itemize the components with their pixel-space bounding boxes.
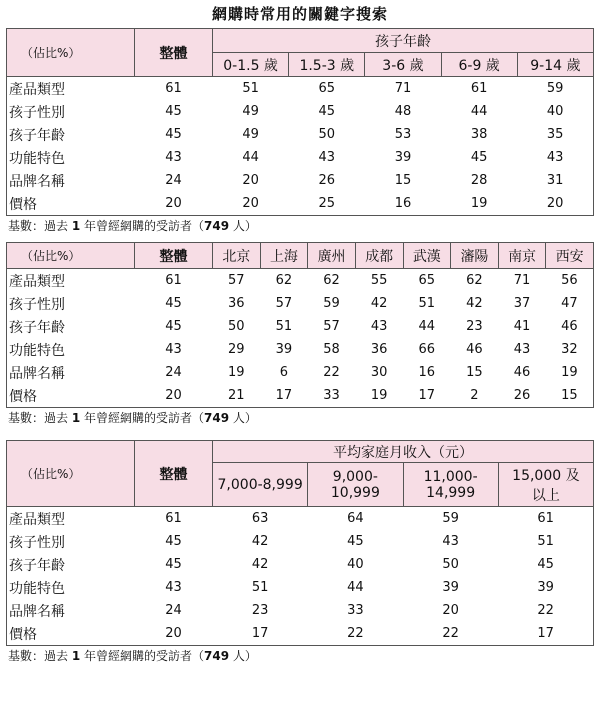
total-value: 61	[165, 511, 182, 526]
cell-value: 22	[403, 622, 498, 646]
cell-value: 45	[498, 553, 593, 576]
cell-value: 17	[213, 622, 308, 646]
column-header-line: 11,000-	[423, 468, 478, 485]
table-corner-label: （佔比%）	[7, 29, 135, 77]
cell-value: 21	[213, 384, 261, 408]
total-value: 20	[135, 384, 213, 408]
cell-value: 43	[513, 342, 531, 357]
table-row	[7, 77, 594, 101]
cell-value: 17	[403, 384, 451, 408]
table-row	[7, 361, 594, 384]
row-label: 孩子年齡	[7, 315, 135, 338]
row-label: 品牌名稱	[7, 599, 135, 622]
cell-value: 63	[251, 511, 269, 526]
cell-value: 41	[513, 319, 531, 334]
cell-value: 65	[318, 81, 336, 96]
cell-value: 57	[275, 296, 293, 311]
total-value: 43	[165, 150, 182, 165]
cell-value: 40	[347, 557, 364, 572]
cell-value: 62	[323, 273, 340, 288]
cell-value: 51	[242, 81, 259, 96]
cell-value: 45	[318, 104, 336, 119]
table-row	[7, 169, 594, 192]
row-label: 功能特色	[7, 338, 135, 361]
base-note: 基數：過去 1 年曾經網購的受訪者（749 人）	[8, 649, 257, 663]
row-label: 孩子年齡	[7, 553, 135, 576]
total-header: 整體	[135, 29, 213, 77]
total-value: 43	[165, 580, 182, 595]
cell-value: 17	[498, 622, 593, 646]
cell-value: 71	[394, 81, 412, 96]
cell-value: 36	[228, 296, 245, 311]
cell-value: 64	[347, 511, 364, 526]
table-row	[7, 553, 594, 576]
table-row	[7, 530, 594, 553]
row-label: 價格	[7, 622, 135, 646]
cell-value: 43	[442, 534, 459, 549]
cell-value: 45	[347, 534, 364, 549]
column-header: 瀋陽	[451, 243, 499, 269]
row-label: 孩子性別	[7, 100, 135, 123]
column-header: 武漢	[403, 243, 451, 269]
row-label: 價格	[7, 384, 135, 408]
table-corner-label: （佔比%）	[7, 441, 135, 507]
cell-value: 50	[442, 557, 459, 572]
column-header: 1.5-3 歲	[289, 53, 365, 77]
row-label: 產品類型	[7, 77, 135, 101]
cell-value: 19	[546, 361, 594, 384]
cell-value: 6	[279, 365, 289, 380]
cell-value: 49	[242, 127, 259, 142]
cell-value: 50	[318, 127, 336, 142]
cell-value: 38	[470, 127, 488, 142]
cell-value: 42	[251, 557, 269, 572]
cell-value: 43	[370, 319, 388, 334]
column-header	[308, 463, 403, 507]
row-label: 孩子性別	[7, 292, 135, 315]
column-header-line: 7,000-8,999	[217, 476, 303, 493]
cell-value: 16	[418, 365, 436, 380]
cell-value: 56	[546, 269, 594, 293]
total-value: 24	[165, 365, 182, 380]
row-label: 品牌名稱	[7, 361, 135, 384]
total-header: 整體	[135, 243, 213, 269]
table-row	[7, 315, 594, 338]
total-value: 20	[135, 192, 213, 216]
total-value: 45	[165, 127, 182, 142]
cell-value: 47	[546, 292, 594, 315]
table-corner-label: （佔比%）	[7, 243, 135, 269]
cell-value: 31	[517, 169, 593, 192]
cell-value: 15	[466, 365, 483, 380]
table-row	[7, 100, 594, 123]
cell-value: 42	[251, 534, 269, 549]
cell-value: 33	[347, 603, 364, 618]
total-value: 45	[165, 534, 182, 549]
cell-value: 23	[251, 603, 269, 618]
total-value: 24	[165, 603, 182, 618]
cell-value: 43	[517, 146, 593, 169]
cell-value: 26	[318, 173, 336, 188]
table-row	[7, 123, 594, 146]
cell-value: 44	[470, 104, 488, 119]
cell-value: 71	[513, 273, 531, 288]
cell-value: 44	[242, 150, 259, 165]
cell-value: 2	[451, 384, 499, 408]
table-row	[7, 622, 594, 646]
row-label: 孩子性別	[7, 530, 135, 553]
cell-value: 61	[498, 507, 593, 531]
cell-value: 20	[442, 603, 459, 618]
cell-value: 48	[394, 104, 412, 119]
table-row	[7, 576, 594, 599]
cell-value: 22	[323, 365, 340, 380]
cell-value: 46	[513, 365, 531, 380]
column-header: 西安	[546, 243, 594, 269]
cell-value: 62	[275, 273, 293, 288]
cell-value: 39	[442, 580, 459, 595]
row-label: 產品類型	[7, 507, 135, 531]
cell-value: 22	[308, 622, 403, 646]
cell-value: 65	[418, 273, 436, 288]
total-value: 45	[165, 296, 182, 311]
cell-value: 59	[517, 77, 593, 101]
cell-value: 59	[323, 296, 340, 311]
column-header-line: 10,999	[330, 484, 380, 501]
base-note: 基數：過去 1 年曾經網購的受訪者（749 人）	[8, 219, 257, 233]
row-label: 價格	[7, 192, 135, 216]
table-row	[7, 146, 594, 169]
total-value: 20	[135, 622, 213, 646]
cell-value: 42	[370, 296, 388, 311]
cell-value: 19	[228, 365, 245, 380]
cell-value: 19	[441, 192, 517, 216]
cell-value: 43	[318, 150, 336, 165]
cell-value: 15	[546, 384, 594, 408]
cell-value: 59	[442, 511, 459, 526]
table-row	[7, 269, 594, 293]
total-value: 45	[165, 557, 182, 572]
cell-value: 20	[242, 173, 259, 188]
table-row	[7, 192, 594, 216]
cell-value: 19	[355, 384, 403, 408]
row-label: 功能特色	[7, 146, 135, 169]
cell-value: 51	[418, 296, 436, 311]
cell-value: 62	[466, 273, 483, 288]
cell-value: 51	[251, 580, 269, 595]
cell-value: 33	[308, 384, 356, 408]
cell-value: 22	[498, 599, 593, 622]
column-header: 6-9 歲	[441, 53, 517, 77]
row-label: 品牌名稱	[7, 169, 135, 192]
cell-value: 51	[498, 530, 593, 553]
column-header: 廣州	[308, 243, 356, 269]
cell-value: 51	[275, 319, 293, 334]
cell-value: 53	[394, 127, 412, 142]
cell-value: 25	[289, 192, 365, 216]
column-header-line: 14,999	[426, 484, 476, 501]
table-row	[7, 384, 594, 408]
cell-value: 39	[275, 342, 293, 357]
group-header: 孩子年齡	[213, 29, 594, 53]
cell-value: 28	[470, 173, 488, 188]
column-header: 南京	[498, 243, 546, 269]
cell-value: 16	[365, 192, 441, 216]
cell-value: 17	[260, 384, 308, 408]
total-value: 24	[165, 173, 182, 188]
cell-value: 32	[546, 338, 594, 361]
table-row	[7, 292, 594, 315]
cell-value: 35	[517, 123, 593, 146]
column-header: 北京	[213, 243, 261, 269]
cell-value: 57	[323, 319, 340, 334]
cell-value: 15	[394, 173, 412, 188]
cell-value: 46	[546, 315, 594, 338]
table-row	[7, 599, 594, 622]
table-city	[6, 242, 594, 408]
cell-value: 39	[498, 576, 593, 599]
total-value: 45	[165, 319, 182, 334]
table-child-age	[6, 28, 594, 216]
table-income	[6, 440, 594, 646]
table-row	[7, 338, 594, 361]
column-header: 上海	[260, 243, 308, 269]
total-value: 61	[165, 273, 182, 288]
cell-value: 37	[513, 296, 531, 311]
column-header	[498, 463, 593, 507]
cell-value: 42	[466, 296, 483, 311]
total-value: 45	[165, 104, 182, 119]
column-header	[403, 463, 498, 507]
cell-value: 57	[228, 273, 245, 288]
cell-value: 20	[517, 192, 593, 216]
table-row	[7, 507, 594, 531]
cell-value: 45	[470, 150, 488, 165]
cell-value: 55	[370, 273, 388, 288]
cell-value: 50	[228, 319, 245, 334]
row-label: 功能特色	[7, 576, 135, 599]
cell-value: 36	[370, 342, 388, 357]
cell-value: 29	[228, 342, 245, 357]
column-header: 成都	[355, 243, 403, 269]
cell-value: 44	[418, 319, 436, 334]
cell-value: 39	[394, 150, 412, 165]
column-header-line: 以上	[531, 487, 560, 504]
total-value: 43	[165, 342, 182, 357]
row-label: 孩子年齡	[7, 123, 135, 146]
cell-value: 46	[466, 342, 483, 357]
page-title: 網購時常用的關鍵字搜索	[211, 5, 388, 23]
total-header: 整體	[135, 441, 213, 507]
cell-value: 40	[517, 100, 593, 123]
cell-value: 23	[466, 319, 483, 334]
cell-value: 58	[323, 342, 340, 357]
cell-value: 66	[418, 342, 436, 357]
cell-value: 49	[242, 104, 259, 119]
cell-value: 26	[498, 384, 546, 408]
column-header	[213, 463, 308, 507]
group-header: 平均家庭月收入（元）	[213, 441, 594, 463]
cell-value: 44	[347, 580, 364, 595]
column-header: 3-6 歲	[365, 53, 441, 77]
base-note: 基數：過去 1 年曾經網購的受訪者（749 人）	[8, 411, 257, 425]
cell-value: 20	[213, 192, 289, 216]
column-header: 9-14 歲	[517, 53, 593, 77]
cell-value: 61	[470, 81, 488, 96]
column-header-line: 9,000-	[332, 468, 378, 485]
column-header: 0-1.5 歲	[213, 53, 289, 77]
column-header-line: 15,000 及	[512, 467, 580, 484]
total-value: 61	[165, 81, 182, 96]
cell-value: 30	[370, 365, 388, 380]
row-label: 產品類型	[7, 269, 135, 293]
